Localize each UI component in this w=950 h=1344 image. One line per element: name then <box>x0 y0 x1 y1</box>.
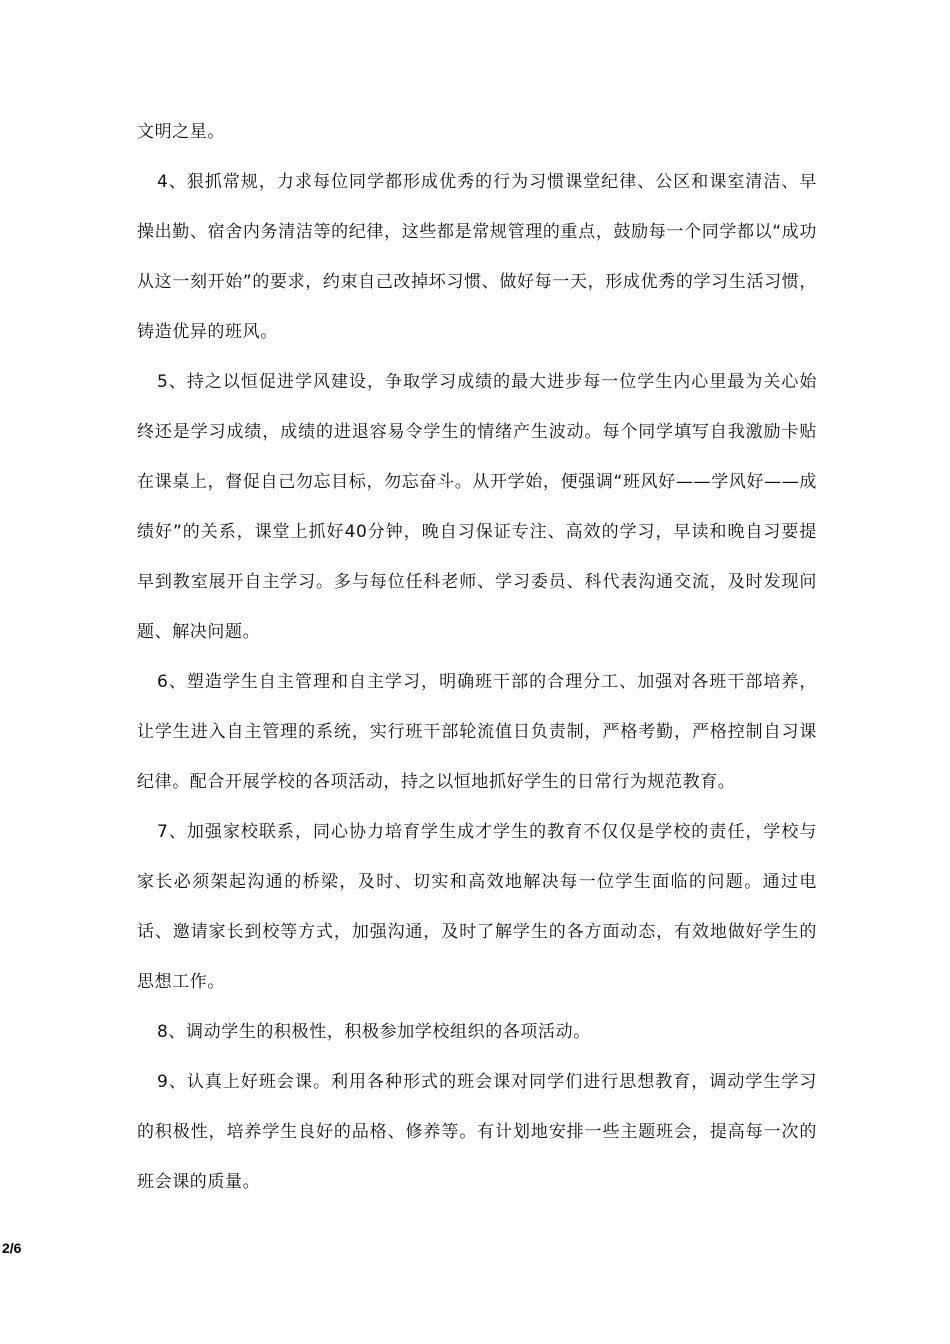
paragraph-item-6: 6、塑造学生自主管理和自主学习，明确班干部的合理分工、加强对各班干部培养，让学生进入自主管理的系统，实行班干部轮流值日负责制，严格考勤，严格控制自习课纪律。配合开展学校的各项活动，持之以恒地抓好学生的日常行为规范教育。 <box>137 672 817 792</box>
paragraph-item-5: 5、持之以恒促进学风建设，争取学习成绩的最大进步每一位学生内心里最为关心始终还是学习成绩，成绩的进退容易令学生的情绪产生波动。每个同学填写自我激励卡贴在课桌上，督促自己勿忘目标，勿忘奋斗。从开学始，便强调“班风好——学风好——成绩好”的关系，课堂上抓好40分钟，晚自习保证专注、高效的学习，早读和晚自习要提早到教室展开自主学习。多与每位任科老师、学习委员、科代表沟通交流，及时发现问题、解决问题。 <box>137 372 817 642</box>
paragraph-item-9: 9、认真上好班会课。利用各种形式的班会课对同学们进行思想教育，调动学生学习的积极性，培养学生良好的品格、修养等。有计划地安排一些主题班会，提高每一次的班会课的质量。 <box>137 1072 817 1192</box>
paragraph-item-4: 4、狠抓常规，力求每位同学都形成优秀的行为习惯课堂纪律、公区和课室清洁、早操出勤、宿舍内务清洁等的纪律，这些都是常规管理的重点，鼓励每一个同学都以“成功从这一刻开始”的要求，约束自己改掉坏习惯、做好每一天，形成优秀的学习生活习惯，铸造优异的班风。 <box>137 172 817 342</box>
document-body <box>137 107 817 1207</box>
paragraph-item-7: 7、加强家校联系，同心协力培育学生成才学生的教育不仅仅是学校的责任，学校与家长必须架起沟通的桥梁，及时、切实和高效地解决每一位学生面临的问题。通过电话、邀请家长到校等方式，加强沟通，及时了解学生的各方面动态，有效地做好学生的思想工作。 <box>137 822 817 992</box>
page-number: 2/6 <box>2 1240 22 1256</box>
paragraph-continuation: 文明之星。 <box>137 122 225 142</box>
paragraph-item-8: 8、调动学生的积极性，积极参加学校组织的各项活动。 <box>157 1022 591 1042</box>
